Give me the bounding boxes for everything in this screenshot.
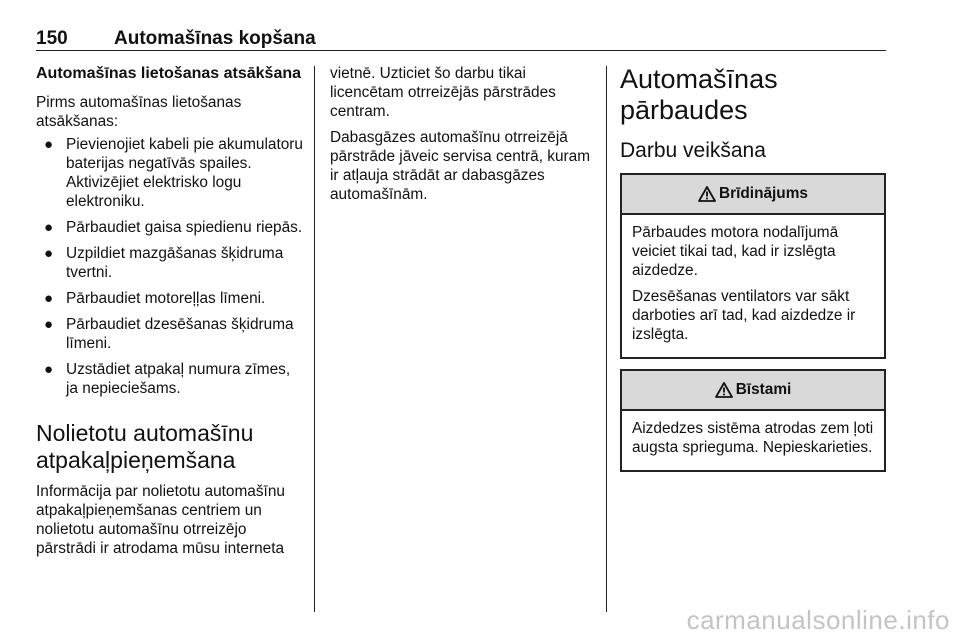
warning-triangle-icon	[715, 382, 733, 398]
page-header	[36, 27, 886, 51]
bullet-icon: ●	[44, 316, 54, 333]
paragraph-2: Dabasgāzes automašīnu otrreizējā pārstrāde jāveic servisa centrā, kuram ir atļauja strādāt ar dabasgāzes automašīnām.	[330, 129, 591, 203]
warning-box	[620, 173, 886, 359]
checklist	[36, 135, 304, 398]
list-item: ● Uzpildiet mazgāšanas šķidruma tvertni.	[44, 245, 284, 281]
section-title-recycling: Nolietotu automašīnu atpakaļpieņemšana	[36, 420, 254, 473]
danger-label: Bīstami	[735, 381, 792, 398]
page-number: 150	[36, 28, 68, 49]
bullet-icon: ●	[44, 361, 54, 378]
column-divider-1	[314, 66, 315, 612]
header-divider	[36, 50, 886, 51]
watermark: carmanualsonline.info	[686, 605, 950, 635]
warning-text-1: Pārbaudes motora nodalījumā veiciet tikai tad, kad ir izslēgta aizdedze.	[632, 224, 839, 279]
warning-header	[622, 175, 884, 215]
bullet-icon: ●	[44, 290, 54, 307]
warning-body	[622, 215, 884, 357]
bullet-icon: ●	[44, 219, 54, 236]
recycling-text: Informācija par nolietotu automašīnu atpakaļpieņemšanas centriem un nolietotu automašīnu otrreizējo pārstrādi ir atrodama mūsu interneta	[36, 483, 285, 557]
column-right	[620, 64, 886, 482]
warning-text-2: Dzesēšanas ventilators var sākt darboties arī tad, kad aizdedze ir izslēgta.	[632, 288, 856, 343]
intro-text: Pirms automašīnas lietošanas atsākšanas:	[36, 94, 242, 130]
list-item: ● Pārbaudiet dzesēšanas šķidruma līmeni.	[44, 316, 294, 352]
chapter-title: Automašīnas kopšana	[114, 28, 316, 49]
subheading-restart: Automašīnas lietošanas atsākšana	[36, 65, 302, 82]
bullet-icon: ●	[44, 245, 54, 262]
paragraph-1: vietnē. Uzticiet šo darbu tikai licencētam otrreizējās pārstrādes centram.	[330, 65, 556, 120]
column-middle	[330, 64, 592, 211]
list-item: ● Uzstādiet atpakaļ numura zīmes, ja nepieciešams.	[44, 361, 291, 397]
list-item: ● Pievienojiet kabeli pie akumulatoru baterijas negatīvās spailes. Aktivizējiet elektrisko logu elektroniku.	[44, 136, 303, 210]
list-item: ● Pārbaudiet motoreļļas līmeni.	[44, 290, 266, 307]
danger-box	[620, 369, 886, 472]
danger-text-1: Aizdedzes sistēma atrodas zem ļoti augsta sprieguma. Nepieskarieties.	[632, 420, 874, 456]
danger-body	[622, 411, 884, 470]
warning-label: Brīdinājums	[719, 185, 808, 202]
warning-triangle-icon	[698, 186, 716, 202]
list-item: ● Pārbaudiet gaisa spiedienu riepās.	[44, 219, 303, 236]
subsection-title: Darbu veikšana	[620, 139, 766, 162]
danger-header	[622, 371, 884, 411]
column-left	[36, 64, 304, 558]
section-title-inspections: Automašīnas pārbaudes	[620, 64, 778, 125]
column-divider-2	[606, 66, 607, 612]
bullet-icon: ●	[44, 136, 54, 153]
